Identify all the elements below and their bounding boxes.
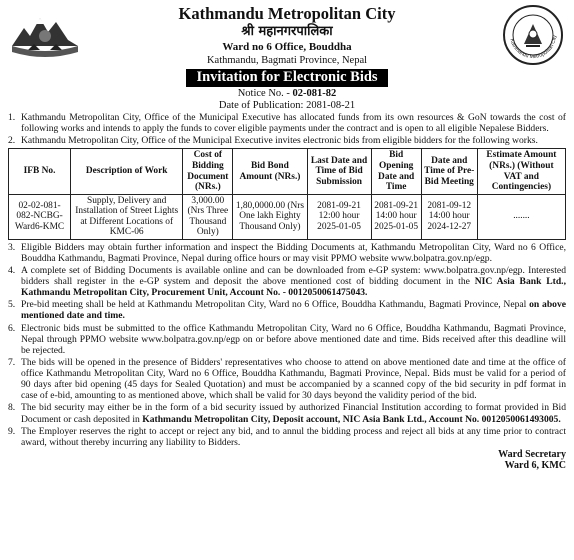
clause-paragraph <box>8 299 566 321</box>
clause-paragraph <box>8 402 566 424</box>
paragraph-number: 2. <box>8 135 16 147</box>
clause-paragraph <box>8 357 566 402</box>
kmc-emblem-icon <box>10 6 80 64</box>
svg-text:Kathmandu Metropolitan City: Kathmandu Metropolitan City <box>508 35 559 61</box>
paragraph-text: Kathmandu Metropolitan City, Office of the Municipal Executive invites electronic bids from eligible bidders for the following works. <box>21 135 538 147</box>
city-title: Kathmandu Metropolitan City <box>178 4 396 23</box>
paragraph-text: Kathmandu Metropolitan City, Office of the Municipal Executive has allocated funds from its own resources & GoN towards the cost of following works and intends to apply the funds to cover eligible payments under the contract and is open to all eligible Nepalese Bidders. <box>21 112 566 135</box>
intro-paragraph <box>8 112 566 134</box>
invitation-banner: Invitation for Electronic Bids <box>186 69 387 87</box>
column-header: IFB No. <box>9 149 71 194</box>
clause-number: 5. <box>8 299 16 311</box>
table-header-row <box>9 149 566 194</box>
header <box>8 5 566 111</box>
clause-text: The bids will be opened in the presence of Bidders' representatives who choose to attend on above mentioned date and time at the office of office Kathmandu Metropolitan City, Ward no 6 Office, Bouddha Kathmandu, Bagmati Province, Nepal. Bids must be valid for a period of 90 days after bid opening (45 days for Sealed Quotation) and must be accompanied by a scanned copy of the bid security in pdf format in case of e-bid, amounting to as mentioned above, which shall be valid for 30 days beyond the validity period of the bid. <box>21 356 566 402</box>
table-cell: 2081-09-21 12:00 hour 2025-01-05 <box>307 194 371 239</box>
clause-body <box>21 323 566 356</box>
clause-number: 9. <box>8 425 16 437</box>
column-header: Bid Bond Amount (NRs.) <box>233 149 307 194</box>
table-cell: Supply, Delivery and Installation of Street Lights at Different Locations of KMC-06 <box>71 194 183 239</box>
clause-text: A complete set of Bidding Documents is available online and can be downloaded from e-GP system: www.bolpatra.gov.np/egp. Interested bidders shall register in the e-GP system and deposit the above mentioned cost of bidding document in the <box>21 264 566 288</box>
table-cell: 2081-09-12 14:00 hour 2024-12-27 <box>421 194 477 239</box>
clause-body <box>21 402 566 424</box>
column-header: Cost of Bidding Document (NRs.) <box>183 149 233 194</box>
table-row <box>9 194 566 239</box>
clause-body <box>21 426 566 448</box>
clause-number: 6. <box>8 322 16 334</box>
clause-bold-text: Kathmandu Metropolitan City, Deposit account, NIC Asia Bank Ltd., Account No. 0012050061493005. <box>142 413 561 425</box>
city-title-nepali: श्री महानगरपालिका <box>241 24 333 40</box>
clause-text: Electronic bids must be submitted to the office Kathmandu Metropolitan City, Ward no 6 Office, Bouddha Kathmandu, Bagmati Province, Nepal through PPMO website www.bolpatra.gov.np/egp on or before above mentioned date and time. Bids received after this deadline will be rejected. <box>21 322 566 356</box>
ward-office: Ward no 6 Office, Bouddha <box>222 41 352 54</box>
kmc-seal-icon <box>502 4 564 66</box>
clause-body <box>21 299 566 321</box>
table-cell: 02-02-081-082-NCBG-Ward6-KMC <box>9 194 71 239</box>
column-header: Estimate Amount (NRs.) (Without VAT and Contingencies) <box>477 149 565 194</box>
signature-block <box>8 449 566 472</box>
column-header: Date and Time of Pre-Bid Meeting <box>421 149 477 194</box>
clause-number: 7. <box>8 356 16 368</box>
table-cell: ....... <box>477 194 565 239</box>
signatory-title: Ward Secretary <box>498 448 566 460</box>
clause-number: 3. <box>8 241 16 253</box>
clause-bold-text: on above mentioned date and time. <box>21 299 567 322</box>
table-cell: 3,000.00 (Nrs Three Thousand Only) <box>183 194 233 239</box>
clause-body <box>21 357 566 402</box>
intro-paragraph <box>8 135 566 146</box>
clause-body <box>21 265 566 298</box>
bid-table <box>8 148 566 239</box>
paragraph-number: 1. <box>8 112 16 124</box>
column-header: Bid Opening Date and Time <box>371 149 421 194</box>
clause-paragraph <box>8 242 566 264</box>
office-address: Kathmandu, Bagmati Province, Nepal <box>206 54 368 66</box>
clause-paragraph <box>8 323 566 356</box>
notice-label: Notice No. - <box>237 88 293 100</box>
clause-paragraph <box>8 265 566 298</box>
table-cell: 1,80,0000.00 (Nrs One lakh Eighty Thousand Only) <box>233 194 307 239</box>
notice-value: 02-081-82 <box>292 88 337 100</box>
clause-text: The Employer reserves the right to accept or reject any bid, and to annul the bidding process and reject all bids at any time prior to contract award, without thereby incurring any liability to Bidders. <box>21 425 566 448</box>
table-cell: 2081-09-21 14:00 hour 2025-01-05 <box>371 194 421 239</box>
column-header: Description of Work <box>71 149 183 194</box>
publication-date: Date of Publication: 2081-08-21 <box>218 99 356 111</box>
clause-bold-text: NIC Asia Bank Ltd., Kathmandu Metropolitan City, Procurement Unit, Account No. - 0012050061475043. <box>21 276 566 299</box>
clause-number: 4. <box>8 264 16 276</box>
clause-text: Eligible Bidders may obtain further information and inspect the Bidding Documents at, Kathmandu Metropolitan City, Ward no 6 Office, Bouddha Kathmandu, Bagmati Province, Nepal during office hours or may visit PPMO website www.bolpatra.gov.np/egp. <box>21 241 566 264</box>
clause-text: Pre-bid meeting shall be held at Kathmandu Metropolitan City, Ward no 6 Office, Bouddha Kathmandu, Bagmati Province, Nepal <box>21 299 530 311</box>
signatory-office: Ward 6, KMC <box>504 460 566 472</box>
column-header: Last Date and Time of Bid Submission <box>307 149 371 194</box>
clause-text: The bid security may either be in the form of a bid security issued by authorized Financial Institution according to format provided in Bid Document or cash deposited in <box>21 402 566 425</box>
clause-number: 8. <box>8 402 16 414</box>
clause-paragraph <box>8 426 566 448</box>
clause-body <box>21 242 566 264</box>
notice-number <box>8 88 566 100</box>
